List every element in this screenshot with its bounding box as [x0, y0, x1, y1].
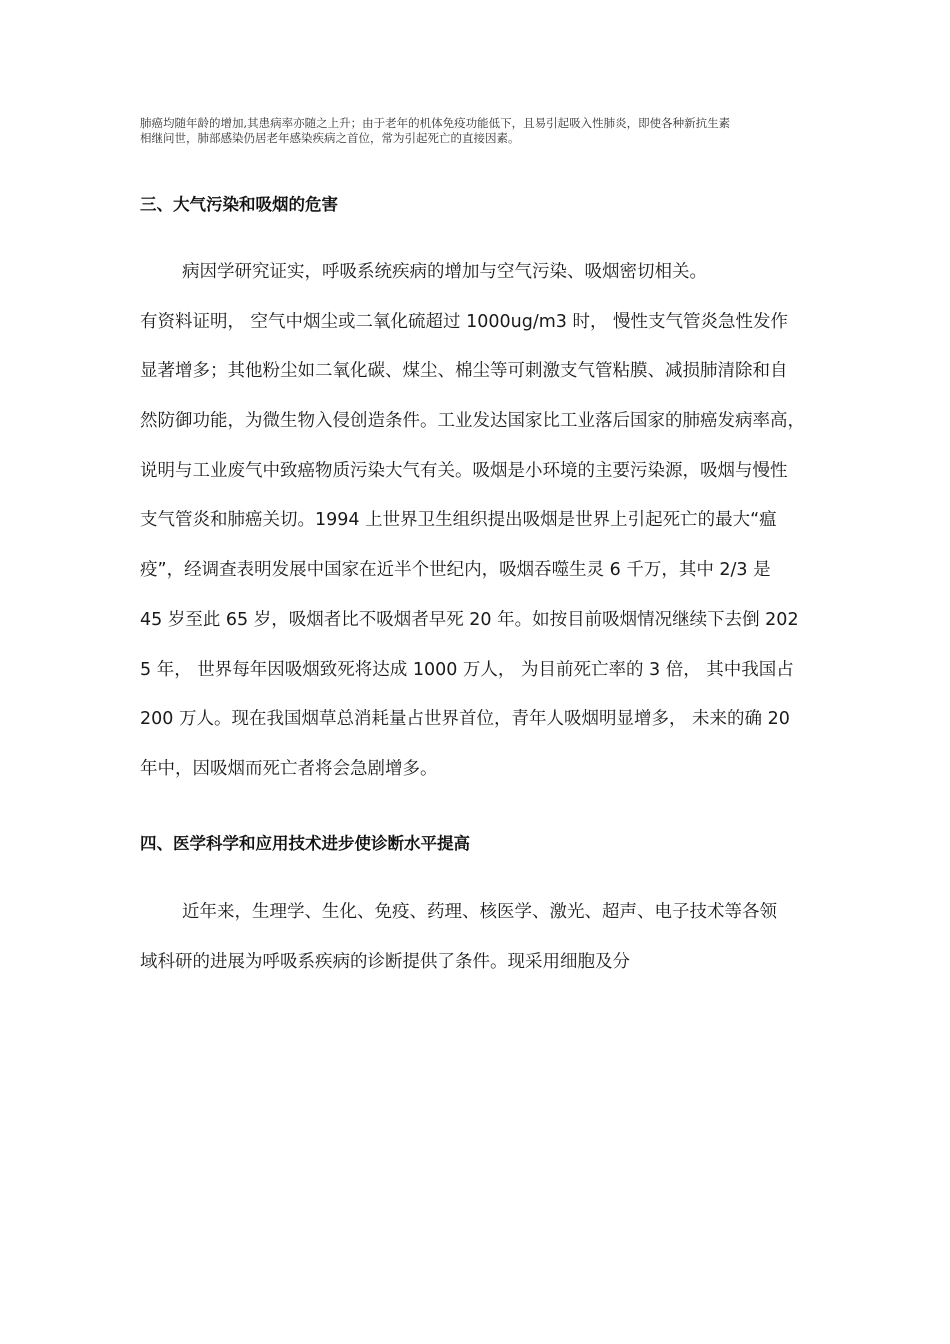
section-4-paragraph [140, 888, 820, 987]
intro-line: 肺癌均随年龄的增加,其患病率亦随之上升；由于老年的机体免疫功能低下，且易引起吸入性肺炎，即使各种新抗生素 [140, 116, 731, 130]
paragraph-line: 支气管炎和肺癌关切。1994 上世界卫生组织提出吸烟是世界上引起死亡的最大“瘟 [140, 510, 777, 531]
section-3-paragraph [140, 248, 820, 795]
paragraph-line: 年中，因吸烟而死亡者将会急剧增多。 [140, 758, 438, 779]
paragraph-line: 显著增多；其他粉尘如二氧化碳、煤尘、棉尘等可刺激支气管粘膜、减损肺清除和自 [140, 361, 788, 382]
paragraph-line: 病因学研究证实，呼吸系统疾病的增加与空气污染、吸烟密切相关。 [182, 262, 707, 282]
paragraph-line: 45 岁至此 65 岁，吸烟者比不吸烟者早死 20 年。如按目前吸烟情况继续下去倒 202 [140, 609, 799, 630]
intro-line: 相继问世，肺部感染仍居老年感染疾病之首位，常为引起死亡的直接因素。 [140, 131, 520, 145]
paragraph-line: 5 年， 世界每年因吸烟致死将达成 1000 万人， 为目前死亡率的 3 倍， 其中我国占 [140, 659, 794, 680]
section-3-heading: 三、大气污染和吸烟的危害 [140, 195, 338, 214]
section-4-heading: 四、医学科学和应用技术进步使诊断水平提高 [140, 834, 470, 853]
intro-paragraph [140, 116, 820, 146]
paragraph-line: 疫”，经调查表明发展中国家在近半个世纪内，吸烟吞噬生灵 6 千万，其中 2/3 是 [140, 560, 771, 581]
paragraph-line: 近年来，生理学、生化、免疫、药理、核医学、激光、超声、电子技术等各领 [182, 902, 777, 922]
paragraph-line: 然防御功能，为微生物入侵创造条件。工业发达国家比工业落后国家的肺癌发病率高， [140, 411, 805, 432]
paragraph-line: 域科研的进展为呼吸系疾病的诊断提供了条件。现采用细胞及分 [140, 951, 630, 972]
paragraph-line: 说明与工业废气中致癌物质污染大气有关。吸烟是小环境的主要污染源，吸烟与慢性 [140, 460, 788, 481]
paragraph-line: 有资料证明， 空气中烟尘或二氧化硫超过 1000ug/m3 时， 慢性支气管炎急性发作 [140, 311, 789, 332]
paragraph-line: 200 万人。现在我国烟草总消耗量占世界首位，青年人吸烟明显增多， 未来的确 20 [140, 709, 790, 730]
